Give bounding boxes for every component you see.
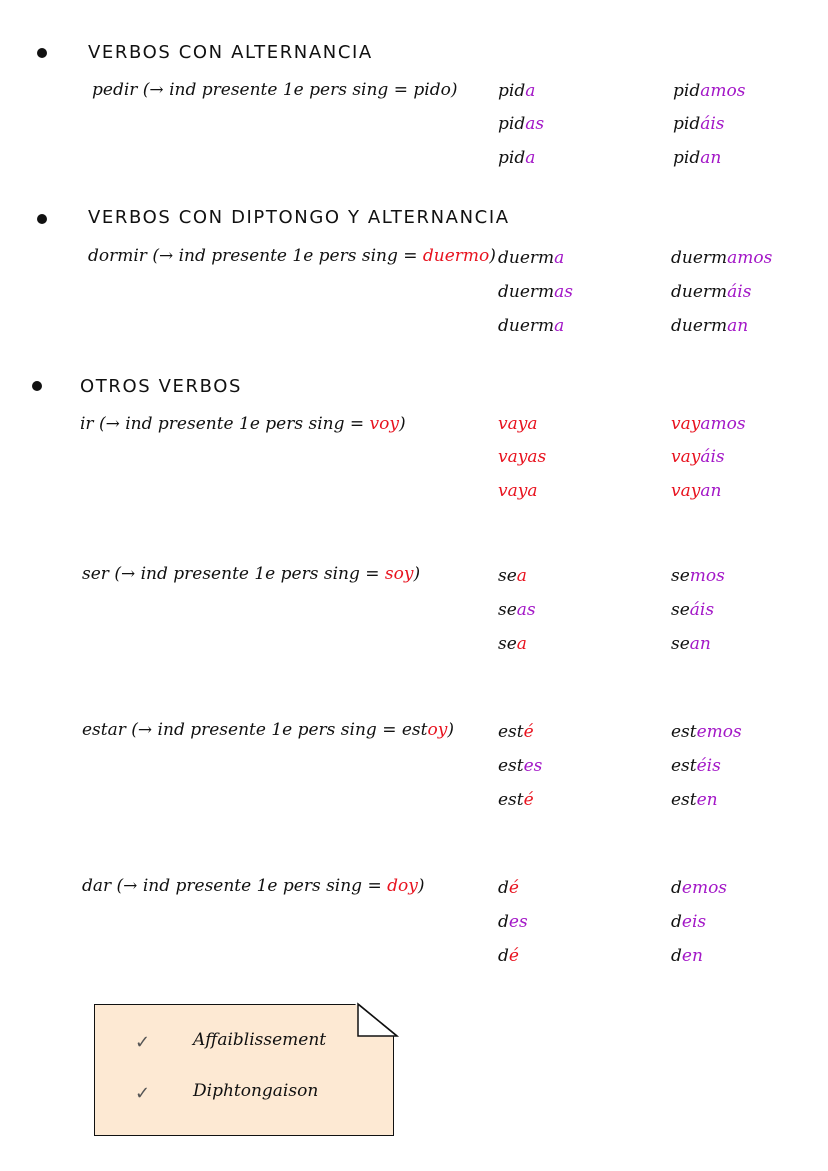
- form-seais: seáis: [671, 600, 715, 620]
- rule-ir: [80, 414, 406, 434]
- bullet-3: [32, 381, 42, 391]
- rule-highlight: soy: [384, 564, 414, 584]
- form-sea-3: sea: [498, 634, 527, 654]
- form-este-3: esté: [498, 790, 534, 810]
- form-duerma-3: duerma: [498, 316, 565, 336]
- section-heading-1: VERBOS CON ALTERNANCIA: [88, 42, 373, 63]
- form-semos: semos: [671, 566, 725, 586]
- form-demos: demos: [671, 878, 728, 898]
- form-vayan: vayan: [671, 481, 722, 501]
- rule-estar: [82, 720, 454, 740]
- rule-dar: [82, 876, 425, 896]
- rule-suffix: ): [399, 414, 406, 434]
- section-heading-2: VERBOS CON DIPTONGO Y ALTERNANCIA: [88, 207, 510, 228]
- note-card: [94, 1004, 394, 1136]
- form-vaya-3: vaya: [498, 481, 538, 501]
- rule-suffix: ): [450, 80, 458, 100]
- rule-highlight: duermo: [422, 246, 490, 266]
- form-sean: sean: [671, 634, 711, 654]
- rule-prefix: dar (→ ind presente 1e pers sing =: [82, 876, 388, 896]
- check-icon: ✓: [135, 1083, 151, 1104]
- rule-suffix: ): [489, 246, 496, 266]
- rule-highlight: oy: [427, 720, 448, 740]
- rule-highlight: voy: [369, 414, 399, 434]
- rule-highlight: doy: [387, 876, 418, 896]
- rule-pedir: [92, 80, 457, 100]
- form-seas: seas: [498, 600, 536, 620]
- form-duermais: duermáis: [671, 282, 752, 302]
- form-estes: estes: [498, 756, 543, 776]
- form-pidais: pidáis: [673, 114, 725, 134]
- note-item-affaiblissement: Affaiblissement: [193, 1030, 327, 1050]
- rule-suffix: ): [417, 876, 425, 896]
- rule-dormir: [88, 246, 496, 266]
- form-duerman: duerman: [671, 316, 749, 336]
- form-de-1: dé: [498, 878, 519, 898]
- form-vayais: vayáis: [671, 447, 725, 467]
- rule-prefix: dormir (→ ind presente 1e pers sing =: [88, 246, 423, 266]
- rule-highlight: pido: [413, 80, 451, 100]
- bullet-1: [37, 48, 47, 58]
- form-esten: esten: [671, 790, 718, 810]
- form-pidan: pidan: [673, 148, 722, 168]
- form-pidamos: pidamos: [673, 81, 746, 101]
- rule-suffix: ): [447, 720, 454, 740]
- rule-ser: [82, 564, 420, 584]
- rule-prefix: ir (→ ind presente 1e pers sing =: [80, 414, 370, 434]
- form-pida-1: pida: [498, 81, 536, 101]
- form-duermamos: duermamos: [671, 248, 773, 268]
- form-de-3: dé: [498, 946, 519, 966]
- rule-suffix: ): [413, 564, 421, 584]
- form-vaya-1: vaya: [498, 414, 538, 434]
- note-item-diphtongaison: Diphtongaison: [193, 1081, 319, 1101]
- form-den: den: [671, 946, 703, 966]
- note-folded-corner: [355, 1002, 401, 1038]
- section-heading-3: OTROS VERBOS: [80, 376, 243, 397]
- check-icon: ✓: [135, 1032, 151, 1053]
- form-este-1: esté: [498, 722, 534, 742]
- form-des: des: [498, 912, 528, 932]
- rule-prefix: ser (→ ind presente 1e pers sing =: [82, 564, 385, 584]
- form-vayamos: vayamos: [671, 414, 746, 434]
- form-deis: deis: [671, 912, 707, 932]
- bullet-2: [37, 214, 47, 224]
- form-estemos: estemos: [671, 722, 742, 742]
- form-vayas: vayas: [498, 447, 547, 467]
- form-duermas: duermas: [498, 282, 573, 302]
- form-duerma-1: duerma: [498, 248, 565, 268]
- form-sea-1: sea: [498, 566, 527, 586]
- rule-prefix: estar (→ ind presente 1e pers sing = est: [82, 720, 428, 740]
- form-pidas: pidas: [498, 114, 545, 134]
- form-esteis: estéis: [671, 756, 721, 776]
- form-pida-3: pida: [498, 148, 536, 168]
- rule-prefix: pedir (→ ind presente 1e pers sing =: [92, 80, 414, 100]
